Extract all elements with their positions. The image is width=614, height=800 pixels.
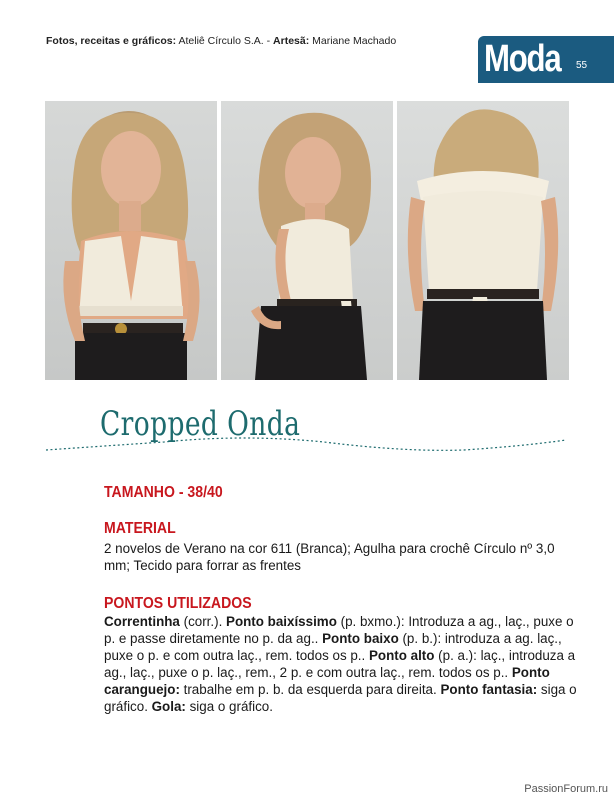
pontos-desc: (p. bxmo.): Introduza a ag., laç., puxe o p. e passe diretamente no p. da ag.. xyxy=(104,614,574,646)
material-heading: MATERIAL xyxy=(104,520,176,537)
artist-credit-value: Mariane Machado xyxy=(312,35,397,47)
credits-line xyxy=(46,35,396,47)
pontos-term: Ponto alto xyxy=(368,648,435,663)
photo-front-view xyxy=(45,101,217,380)
pontos-term: Ponto fantasia: xyxy=(440,682,538,697)
pontos-desc: siga o gráfico. xyxy=(185,699,273,714)
pontos-heading: PONTOS UTILIZADOS xyxy=(104,595,252,612)
size-heading: TAMANHO - 38/40 xyxy=(104,484,223,501)
title-wave-divider xyxy=(44,426,568,466)
pontos-term: Ponto baixíssimo xyxy=(226,614,337,629)
page-number: 55 xyxy=(576,60,588,71)
photos-credit-label: Fotos, receitas e gráficos: xyxy=(46,35,177,47)
pontos-term: Ponto caranguejo: xyxy=(104,665,550,697)
pontos-text xyxy=(104,613,582,715)
pontos-desc: siga o gráfico. xyxy=(104,682,577,714)
photos-credit-value: Ateliê Círculo S.A. - xyxy=(178,35,271,47)
pontos-desc: (p. b.): introduza a ag. laç., puxe o p. e com outra laç., rem. todos os p.. xyxy=(104,631,562,663)
photo-side-view xyxy=(221,101,393,380)
pontos-desc: (p. a.): laç., introduza a ag., laç., puxe o p. laç., rem., 2 p. e com outra laç., rem. todos os p.. xyxy=(104,648,576,680)
material-text: 2 novelos de Verano na cor 611 (Branca); Agulha para crochê Círculo nº 3,0 mm; Tecido para forrar as frentes xyxy=(104,541,555,573)
artist-credit-label: Artesã: xyxy=(273,35,310,47)
pattern-title: Cropped Onda xyxy=(100,404,301,444)
pontos-term: Ponto baixo xyxy=(322,631,399,646)
pontos-desc: (corr.). xyxy=(179,614,227,629)
watermark: PassionForum.ru xyxy=(524,783,608,795)
photo-back-view xyxy=(397,101,569,380)
photo-strip xyxy=(45,101,569,380)
section-tab xyxy=(478,36,614,83)
pontos-term: Correntinha xyxy=(104,614,180,629)
section-name: Moda xyxy=(484,38,561,80)
pontos-desc: trabalhe em p. b. da esquerda para direita. xyxy=(179,682,441,697)
pontos-term: Gola: xyxy=(151,699,186,714)
